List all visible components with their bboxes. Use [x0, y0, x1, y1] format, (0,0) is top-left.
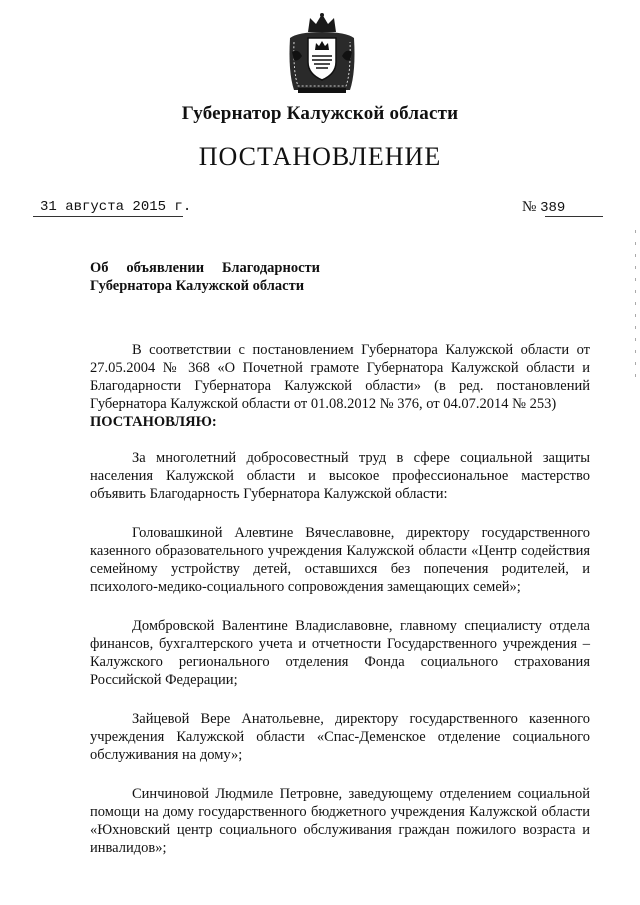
number-sign: № [522, 199, 537, 215]
decree-number: 389 [540, 200, 566, 216]
date-underline [33, 216, 183, 217]
decree-word: ПОСТАНОВЛЯЮ: [90, 414, 217, 430]
decree-body [90, 341, 590, 857]
person-paragraph: Зайцевой Вере Анатольевне, директору государственного казенного учреждения Калужской области «Спас-Деменское отделение социального обслуживания на дому»; [90, 711, 590, 763]
intro-paragraph: За многолетний добросовестный труд в сфере социальной защиты населения Калужской области и высокое профессиональное мастерство объявить Благодарность Губернатора Калужской области: [90, 450, 590, 502]
document-type-title: ПОСТАНОВЛЕНИЕ [198, 142, 442, 171]
subject-line-1: Об объявлении Благодарности [90, 260, 320, 276]
coat-of-arms-icon [284, 12, 360, 96]
subject-line-2: Губернатора Калужской области [90, 278, 305, 294]
organization-title: Губернатор Калужской области [181, 103, 459, 124]
number-underline [545, 216, 603, 217]
decree-number-block [522, 199, 565, 216]
person-paragraph: Домбровской Валентине Владиславовне, главному специалисту отдела финансов, бухгалтерского учета и отчетности Государственного учреждения – Калужского регионального отделения Фонда социального страхования Российской Федерации; [90, 618, 590, 688]
decree-date: 31 августа 2015 г. [40, 199, 192, 215]
person-paragraph: Синчиновой Людмиле Петровне, заведующему отделением социальной помощи на дому государственного бюджетного учреждения Калужской области «Юхновский центр социального обслуживания граждан пожилого возраста и инвалидов»; [90, 786, 590, 856]
decree-subject [90, 259, 320, 295]
person-paragraph: Головашкиной Алевтине Вячеславовне, директору государственного казенного образовательного учреждения Калужской области «Центр содействия семейному устройству детей, оставшихся без попечения родителей, и психолого-медико-социального сопровождения замещающих семей»; [90, 525, 590, 595]
preamble-paragraph: В соответствии с постановлением Губернатора Калужской области от 27.05.2004 № 368 «О Почетной грамоте Губернатора Калужской области и Благодарности Губернатора Калужской области» (в ред. постановлений Губернатора Калужской области от 01.08.2012 № 376, от 04.07.2014 № 253) [90, 342, 590, 412]
scan-margin-marks [634, 230, 637, 380]
